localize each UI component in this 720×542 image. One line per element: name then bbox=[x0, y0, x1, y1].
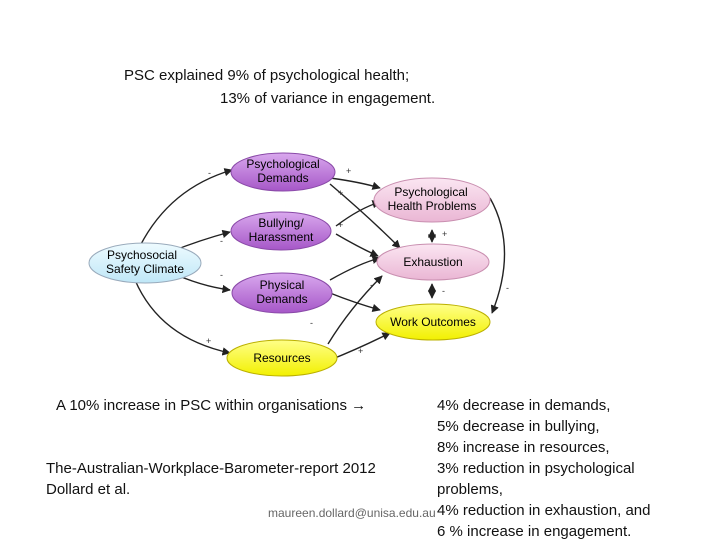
effects-list-item: 6 % increase in engagement. bbox=[437, 523, 632, 540]
report-title: The-Australian-Workplace-Barometer-report 2012 bbox=[46, 460, 376, 477]
node-label: Work Outcomes bbox=[390, 315, 476, 329]
headline-line-2: 13% of variance in engagement. bbox=[220, 90, 436, 107]
edge-psc-to-resources bbox=[135, 280, 230, 353]
node-psychosocial-safety-climate bbox=[89, 243, 201, 283]
node-label: Resources bbox=[253, 351, 311, 365]
node-label: Bullying/ bbox=[258, 216, 304, 230]
node-label: Psychological bbox=[246, 157, 320, 171]
edge-physical-to-work-outcomes bbox=[330, 293, 380, 310]
svg-text:-: - bbox=[310, 318, 313, 328]
report-authors: Dollard et al. bbox=[46, 481, 131, 498]
svg-text:-: - bbox=[506, 283, 509, 293]
svg-text:+: + bbox=[338, 220, 344, 230]
contact-email: maureen.dollard@unisa.edu.au bbox=[268, 506, 436, 520]
node-label: Safety Climate bbox=[105, 262, 185, 276]
psc-increase-statement: A 10% increase in PSC within organisations → bbox=[56, 397, 367, 414]
svg-text:+: + bbox=[442, 229, 448, 239]
effects-list-item: problems, bbox=[437, 481, 503, 498]
psc-path-diagram bbox=[80, 148, 520, 388]
svg-text:-: - bbox=[208, 168, 211, 178]
node-label: Psychological bbox=[394, 185, 468, 199]
svg-text:+: + bbox=[206, 336, 212, 346]
edge-health-to-work-outcomes bbox=[490, 198, 505, 313]
node-label: Health Problems bbox=[387, 199, 477, 213]
node-bullying-harassment bbox=[231, 212, 331, 250]
edge-bullying-to-exhaustion bbox=[336, 234, 378, 256]
effects-list bbox=[437, 395, 650, 542]
svg-text:-: - bbox=[370, 280, 373, 290]
node-label: Harassment bbox=[248, 230, 314, 244]
effects-list-item: 3% reduction in psychological bbox=[437, 460, 635, 477]
effects-list-item: 4% reduction in exhaustion, and bbox=[437, 502, 651, 519]
svg-text:-: - bbox=[442, 286, 445, 296]
svg-text:-: - bbox=[220, 270, 223, 280]
effects-list-item: 4% decrease in demands, bbox=[437, 397, 611, 414]
node-work-outcomes bbox=[376, 304, 490, 340]
svg-text:+: + bbox=[338, 188, 344, 198]
svg-text:+: + bbox=[358, 346, 364, 356]
svg-text:-: - bbox=[220, 236, 223, 246]
node-psychological-demands bbox=[231, 153, 335, 191]
effects-list-item: 5% decrease in bullying, bbox=[437, 418, 600, 435]
node-label: Psychosocial bbox=[106, 248, 178, 262]
node-label: Exhaustion bbox=[403, 255, 463, 269]
node-label: Demands bbox=[256, 292, 308, 306]
effects-list-item: 8% increase in resources, bbox=[437, 439, 610, 456]
node-label: Physical bbox=[259, 278, 305, 292]
edge-resources-to-exhaustion bbox=[328, 276, 382, 344]
node-physical-demands bbox=[232, 273, 332, 313]
node-resources bbox=[227, 340, 337, 376]
node-psychological-health-problems bbox=[374, 178, 490, 222]
headline-line-1: PSC explained 9% of psychological health; bbox=[124, 67, 410, 84]
edge-demands-to-health-problems bbox=[330, 178, 380, 188]
svg-text:+: + bbox=[346, 166, 352, 176]
edge-physical-to-exhaustion bbox=[330, 258, 380, 280]
node-label: Demands bbox=[257, 171, 309, 185]
diagram-svg bbox=[80, 148, 520, 388]
node-exhaustion bbox=[377, 244, 489, 280]
